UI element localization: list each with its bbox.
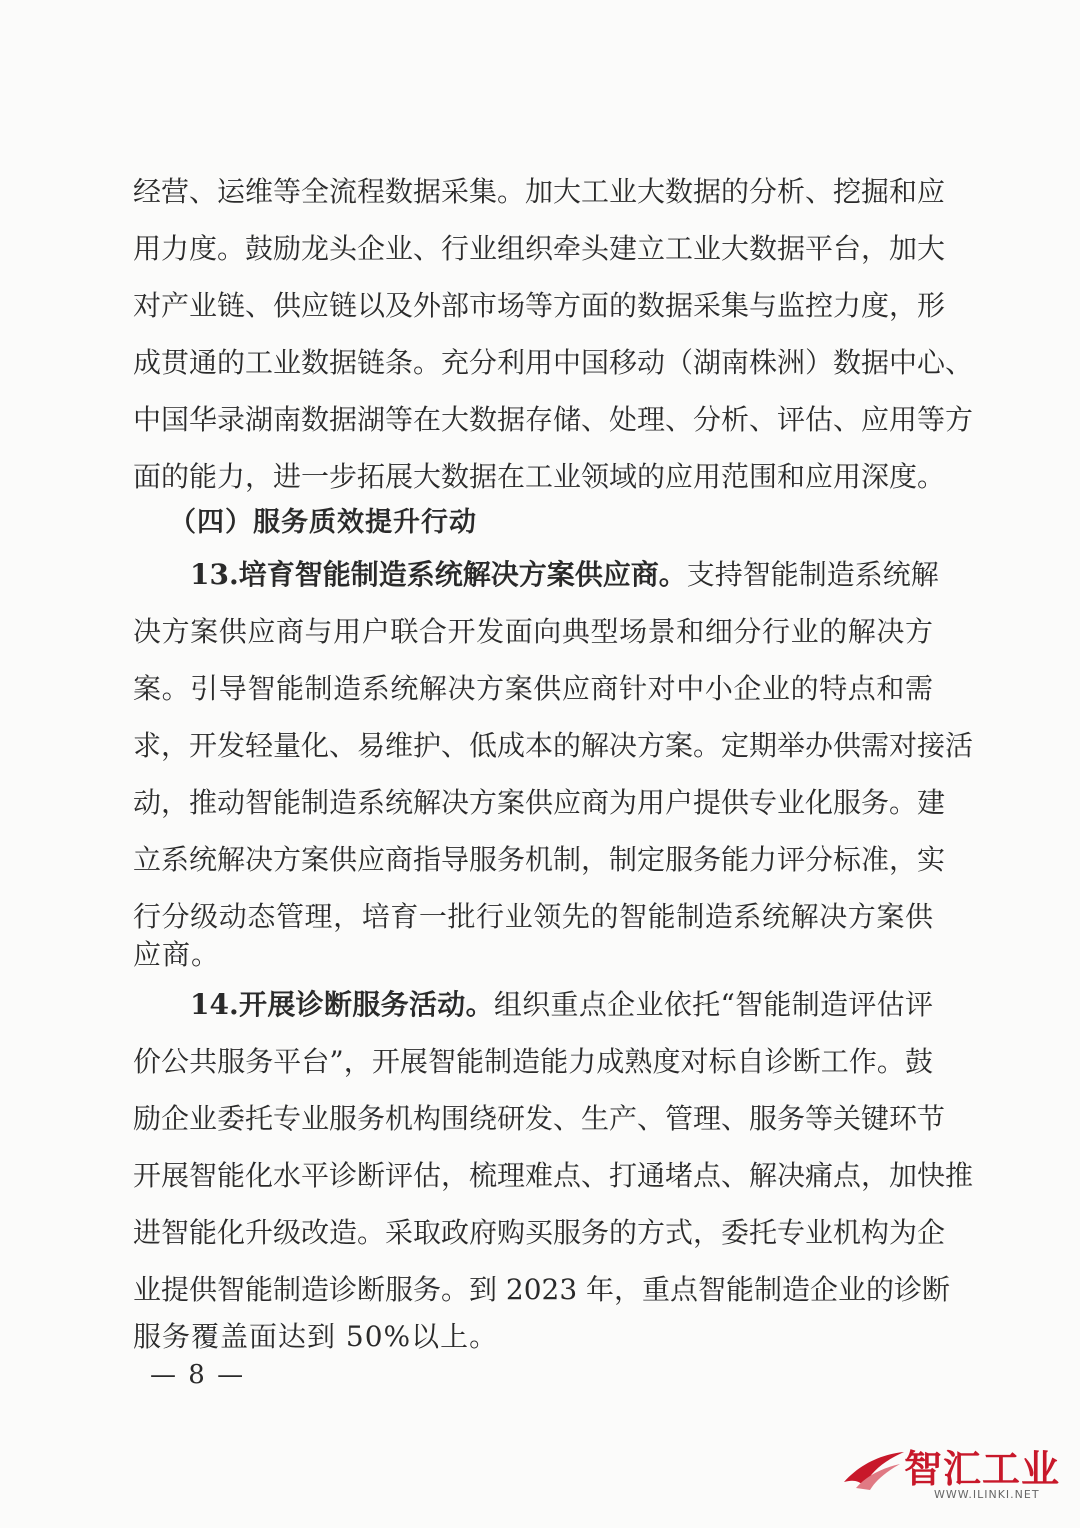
paragraph-line: 开展智能化水平诊断评估，梳理难点、打通堵点、解决痛点，加快推 (133, 1159, 974, 1192)
paragraph-line: 成贯通的工业数据链条。充分利用中国移动（湖南株洲）数据中心、 (133, 346, 974, 379)
paragraph-line: 经营、运维等全流程数据采集。加大工业大数据的分析、挖掘和应 (133, 175, 946, 208)
paragraph-line: 行分级动态管理，培育一批行业领先的智能制造系统解决方案供 (133, 900, 933, 933)
paragraph-line: 励企业委托专业服务机构围绕研发、生产、管理、服务等关键环节 (133, 1102, 946, 1135)
paragraph-last-line: 应商。 (133, 938, 221, 971)
watermark-url: WWW.ILINKI.NET (934, 1488, 1040, 1501)
paragraph-line: 求，开发轻量化、易维护、低成本的解决方案。定期举办供需对接活 (133, 729, 974, 762)
paragraph-line: 决方案供应商与用户联合开发面向典型场景和细分行业的解决方 (133, 615, 933, 648)
paragraph-line: 案。引导智能制造系统解决方案供应商针对中小企业的特点和需 (133, 672, 933, 705)
paragraph-line: 用力度。鼓励龙头企业、行业组织牵头建立工业大数据平台，加大 (133, 232, 946, 265)
item-14-text: 组织重点企业依托“智能制造评估评 (493, 988, 933, 1021)
paragraph-line: 对产业链、供应链以及外部市场等方面的数据采集与监控力度，形 (133, 289, 946, 322)
paragraph-line: 面的能力，进一步拓展大数据在工业领域的应用范围和应用深度。 (133, 460, 946, 493)
page-number: — 8 — (150, 1360, 246, 1390)
paragraph-line: 进智能化升级改造。采取政府购买服务的方式，委托专业机构为企 (133, 1216, 946, 1249)
section-heading: （四）服务质效提升行动 (169, 507, 477, 538)
item-14-first-line (190, 985, 933, 1025)
item-13-title: 13.培育智能制造系统解决方案供应商。 (190, 558, 687, 591)
paragraph-line: 动，推动智能制造系统解决方案供应商为用户提供专业化服务。建 (133, 786, 946, 819)
paragraph-line: 价公共服务平台”，开展智能制造能力成熟度对标自诊断工作。鼓 (133, 1045, 933, 1078)
paragraph-last-line: 服务覆盖面达到 50%以上。 (133, 1320, 499, 1353)
swoosh-logo-icon (842, 1442, 906, 1492)
item-14-title: 14.开展诊断服务活动。 (190, 988, 494, 1021)
paragraph-line: 立系统解决方案供应商指导服务机制，制定服务能力评分标准，实 (133, 843, 946, 876)
watermark (842, 1436, 1062, 1516)
watermark-brand: 智汇工业 (904, 1447, 1061, 1491)
item-13-first-line (190, 555, 939, 595)
paragraph-line: 中国华录湖南数据湖等在大数据存储、处理、分析、评估、应用等方 (133, 403, 974, 436)
paragraph-line: 业提供智能制造诊断服务。到 2023 年，重点智能制造企业的诊断 (133, 1273, 951, 1306)
item-13-text: 支持智能制造系统解 (686, 558, 939, 591)
